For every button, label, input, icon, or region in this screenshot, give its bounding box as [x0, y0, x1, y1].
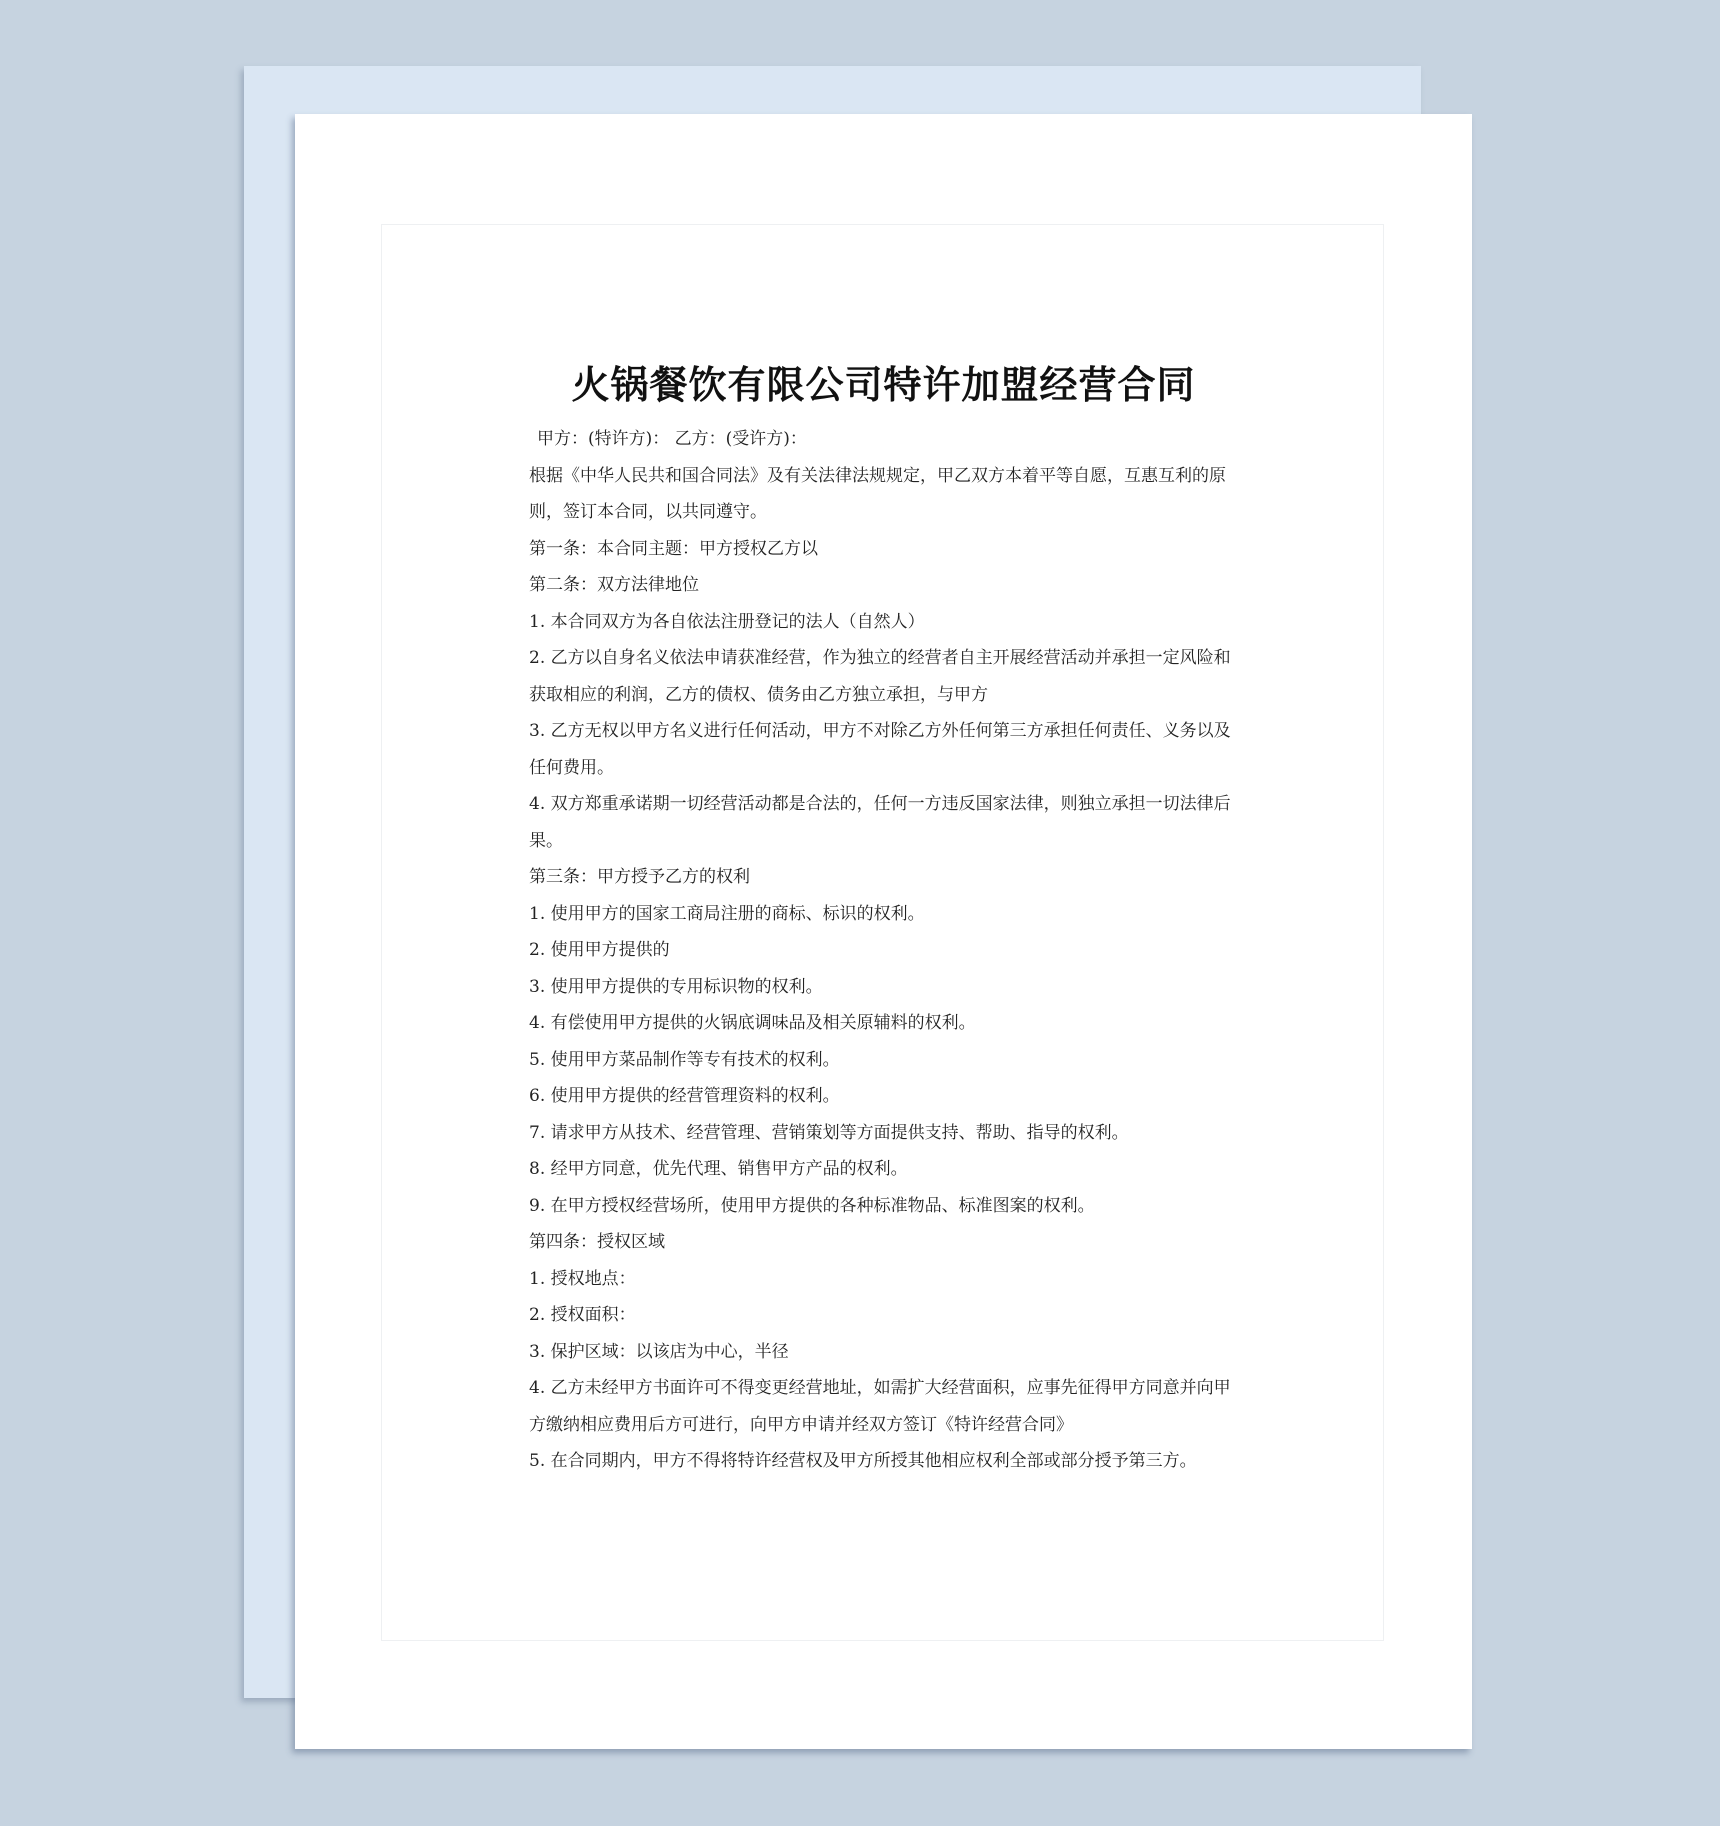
document-title: 火锅餐饮有限公司特许加盟经营合同	[571, 363, 1196, 407]
parties-line: 甲方：(特许方)： 乙方：(受许方)：	[537, 429, 807, 449]
document-body	[529, 421, 1249, 1480]
clause-line: 5. 在合同期内，甲方不得将特许经营权及甲方所授其他相应权利全部或部分授予第三方。	[529, 1451, 1197, 1471]
preamble-line: 则，签订本合同，以共同遵守。	[529, 502, 767, 522]
clause-line: 4. 双方郑重承诺期一切经营活动都是合法的，任何一方违反国家法律，则独立承担一切法律后	[529, 794, 1231, 814]
clause-line: 3. 使用甲方提供的专用标识物的权利。	[529, 976, 823, 997]
clause-line: 1. 本合同双方为各自依法注册登记的法人（自然人）	[529, 611, 925, 632]
article-heading: 第二条：双方法律地位	[529, 575, 699, 595]
clause-line: 7. 请求甲方从技术、经营管理、营销策划等方面提供支持、帮助、指导的权利。	[529, 1122, 1129, 1143]
clause-line: 5. 使用甲方菜品制作等专有技术的权利。	[529, 1049, 840, 1070]
preamble-line: 根据《中华人民共和国合同法》及有关法律法规规定，甲乙双方本着平等自愿，互惠互利的原	[529, 465, 1226, 486]
article-heading: 第四条：授权区域	[529, 1232, 665, 1252]
clause-line: 2. 授权面积：	[529, 1305, 636, 1325]
clause-line: 3. 乙方无权以甲方名义进行任何活动，甲方不对除乙方外任何第三方承担任何责任、义务以及	[529, 721, 1231, 741]
document-page	[295, 114, 1472, 1749]
article-heading: 第三条：甲方授予乙方的权利	[529, 867, 750, 887]
clause-line: 8. 经甲方同意，优先代理、销售甲方产品的权利。	[529, 1159, 908, 1179]
clause-line: 6. 使用甲方提供的经营管理资料的权利。	[529, 1086, 840, 1106]
clause-line: 2. 乙方以自身名义依法申请获准经营，作为独立的经营者自主开展经营活动并承担一定风险和	[529, 648, 1231, 668]
clause-line: 获取相应的利润，乙方的债权、债务由乙方独立承担，与甲方	[529, 684, 988, 705]
clause-line: 3. 保护区域：以该店为中心，半径	[529, 1341, 789, 1362]
clause-line: 2. 使用甲方提供的	[529, 940, 670, 960]
clause-line: 1. 授权地点：	[529, 1268, 636, 1289]
clause-line: 9. 在甲方授权经营场所，使用甲方提供的各种标准物品、标准图案的权利。	[529, 1195, 1095, 1216]
clause-line: 果。	[529, 830, 563, 851]
clause-line: 4. 有偿使用甲方提供的火锅底调味品及相关原辅料的权利。	[529, 1013, 976, 1033]
article-heading: 第一条：本合同主题：甲方授权乙方以	[529, 538, 818, 559]
clause-line: 方缴纳相应费用后方可进行，向甲方申请并经双方签订《特许经营合同》	[529, 1414, 1073, 1435]
clause-line: 4. 乙方未经甲方书面许可不得变更经营地址，如需扩大经营面积，应事先征得甲方同意并向甲	[529, 1378, 1231, 1398]
clause-line: 任何费用。	[529, 757, 614, 778]
clause-line: 1. 使用甲方的国家工商局注册的商标、标识的权利。	[529, 903, 925, 924]
